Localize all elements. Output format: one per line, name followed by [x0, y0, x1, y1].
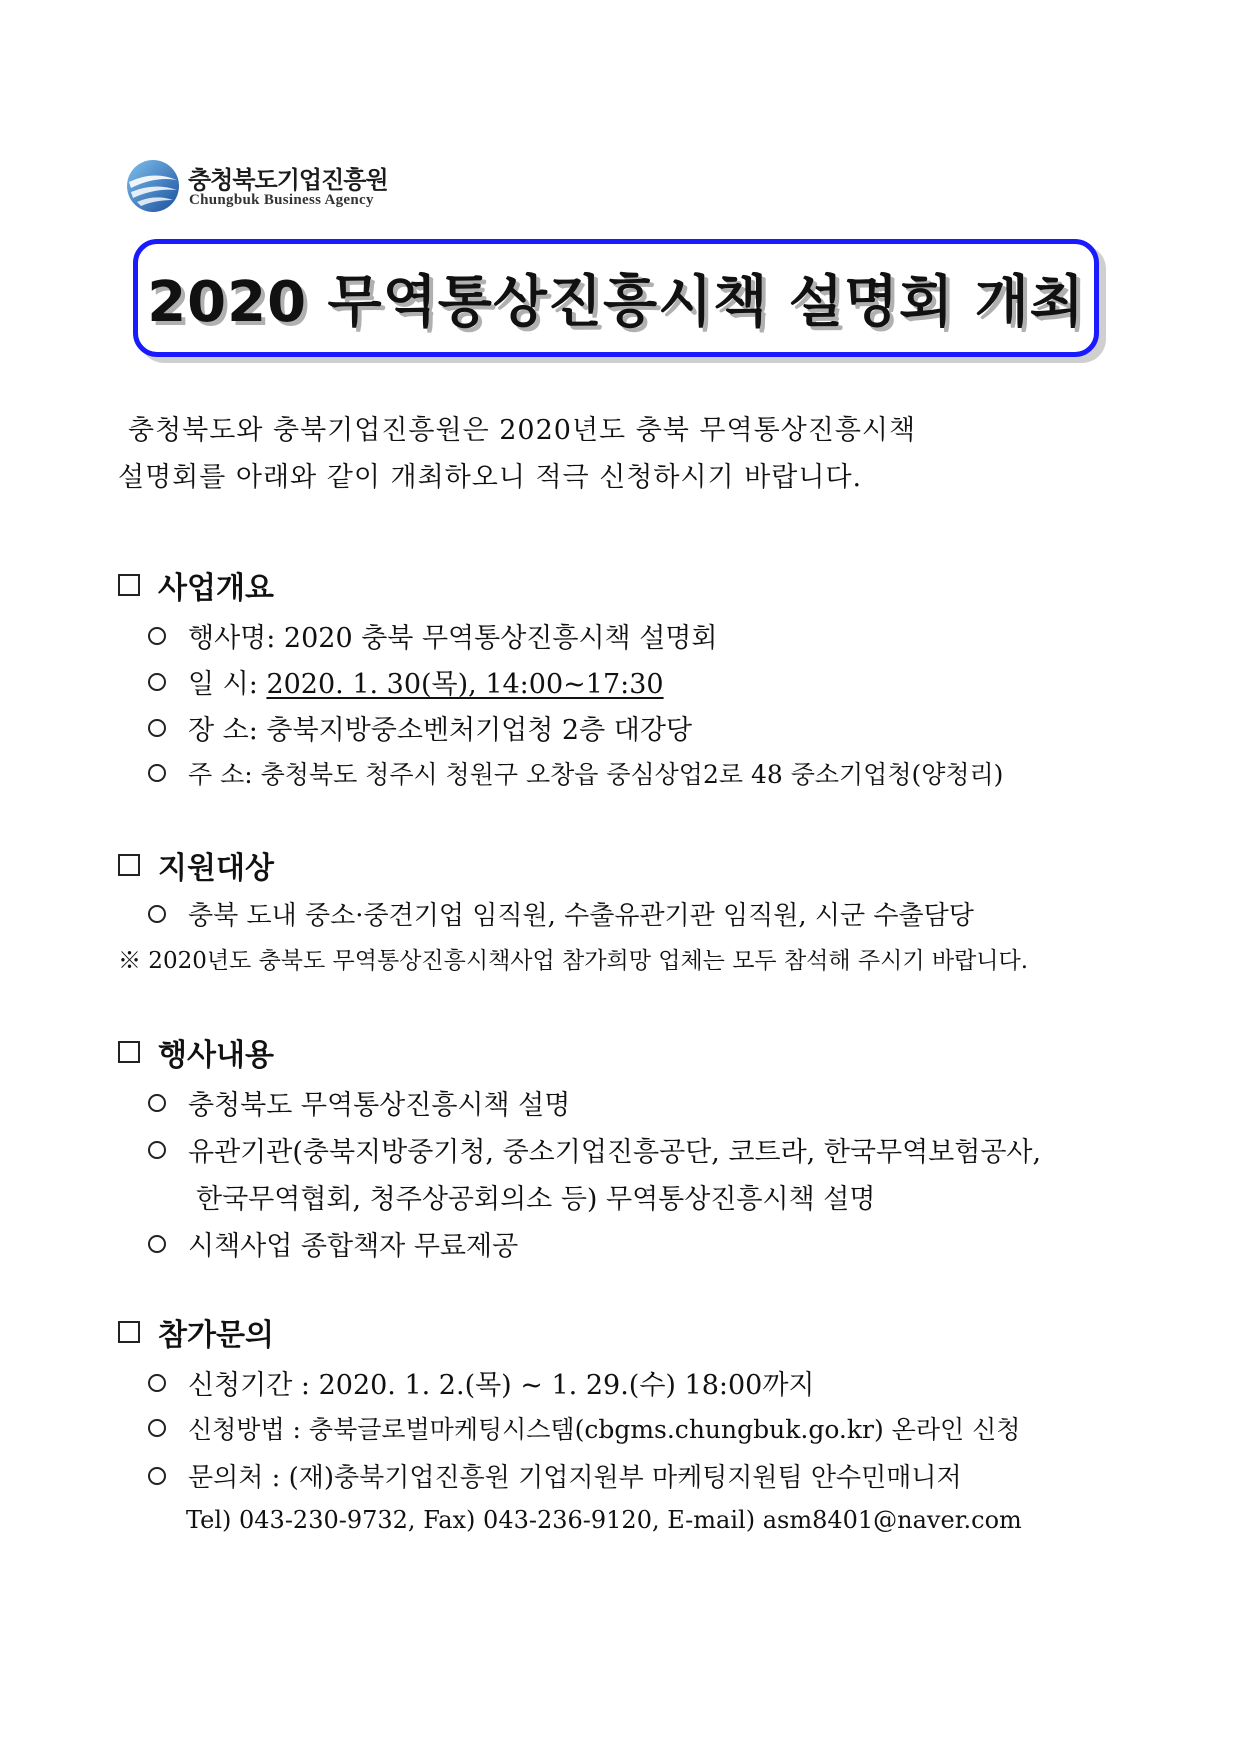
circle-bullet-icon	[148, 905, 166, 923]
list-item-event-name	[148, 616, 717, 655]
intro-line-2: 설명회를 아래와 같이 개최하오니 적극 신청하시기 바랍니다.	[118, 462, 863, 493]
page-title: 2020 무역통상진흥시책 설명회 개최	[147, 270, 1085, 335]
venue-text: 장 소: 충북지방중소벤처기업청 2층 대강당	[188, 715, 692, 746]
list-item-period	[148, 1363, 815, 1402]
section-heading-target	[118, 843, 274, 887]
list-item-datetime	[148, 662, 664, 701]
circle-bullet-icon	[148, 1467, 166, 1485]
period-text: 신청기간 : 2020. 1. 2.(목) ~ 1. 29.(수) 18:00까지	[188, 1370, 815, 1401]
section-heading-text: 행사내용	[158, 1038, 274, 1073]
contact-text: 문의처 : (재)충북기업진흥원 기업지원부 마케팅지원팀 안수민매니저	[188, 1463, 962, 1493]
section-heading-text: 사업개요	[158, 571, 274, 606]
datetime-label: 일 시:	[188, 669, 267, 700]
list-item-method	[148, 1410, 1020, 1446]
list-item-target	[148, 895, 974, 932]
circle-bullet-icon	[148, 1235, 166, 1253]
square-bullet-icon	[118, 574, 140, 596]
content-3-text: 시책사업 종합책자 무료제공	[188, 1231, 519, 1262]
method-text: 신청방법 : 충북글로벌마케팅시스템(cbgms.chungbuk.go.kr) 온라인 신청	[188, 1415, 1021, 1444]
title-box	[133, 239, 1099, 357]
circle-bullet-icon	[148, 673, 166, 691]
square-bullet-icon	[118, 1041, 140, 1063]
contact-detail: Tel) 043-230-9732, Fax) 043-236-9120, E-mail) asm8401@naver.com	[186, 1506, 1022, 1534]
target-note: ※ 2020년도 충북도 무역통상진흥시책사업 참가희망 업체는 모두 참석해 주시기 바랍니다.	[118, 948, 1029, 974]
circle-bullet-icon	[148, 1094, 166, 1112]
content-2-line-2: 한국무역협회, 청주상공회의소 등) 무역통상진흥시책 설명	[196, 1184, 876, 1215]
circle-bullet-icon	[148, 1141, 166, 1159]
datetime-value: 2020. 1. 30(목), 14:00~17:30	[266, 669, 664, 700]
intro-line-1: 충청북도와 충북기업진흥원은 2020년도 충북 무역통상진흥시책	[128, 415, 917, 446]
square-bullet-icon	[118, 1321, 140, 1343]
logo-korean-name: 충청북도기업진흥원	[188, 166, 388, 194]
list-item-content-1	[148, 1083, 570, 1122]
circle-bullet-icon	[148, 764, 166, 782]
content-1-text: 충청북도 무역통상진흥시책 설명	[188, 1090, 571, 1121]
target-text: 충북 도내 중소·중견기업 임직원, 수출유관기관 임직원, 시군 수출담당	[188, 901, 974, 931]
square-bullet-icon	[118, 854, 140, 876]
content-2-line-1: 유관기관(충북지방중기청, 중소기업진흥공단, 코트라, 한국무역보험공사,	[188, 1137, 1042, 1168]
agency-logo	[125, 158, 425, 218]
list-item-content-2	[148, 1130, 1041, 1169]
section-heading-overview	[118, 563, 274, 607]
list-item-contact	[148, 1457, 962, 1494]
event-name-text: 행사명: 2020 충북 무역통상진흥시책 설명회	[188, 623, 718, 654]
circle-bullet-icon	[148, 1419, 166, 1437]
circle-bullet-icon	[148, 1374, 166, 1392]
list-item-venue	[148, 708, 692, 747]
logo-english-name: Chungbuk Business Agency	[189, 192, 374, 208]
address-text: 주 소: 충청북도 청주시 청원구 오창읍 중심상업2로 48 중소기업청(양청리)	[188, 760, 1004, 789]
list-item-content-3	[148, 1224, 518, 1263]
list-item-address	[148, 755, 1003, 791]
section-heading-text: 지원대상	[158, 851, 274, 886]
circle-bullet-icon	[148, 719, 166, 737]
section-heading-inquiry	[118, 1310, 274, 1354]
globe-logo-icon	[125, 158, 181, 214]
section-heading-content	[118, 1030, 274, 1074]
circle-bullet-icon	[148, 627, 166, 645]
section-heading-text: 참가문의	[158, 1318, 274, 1353]
